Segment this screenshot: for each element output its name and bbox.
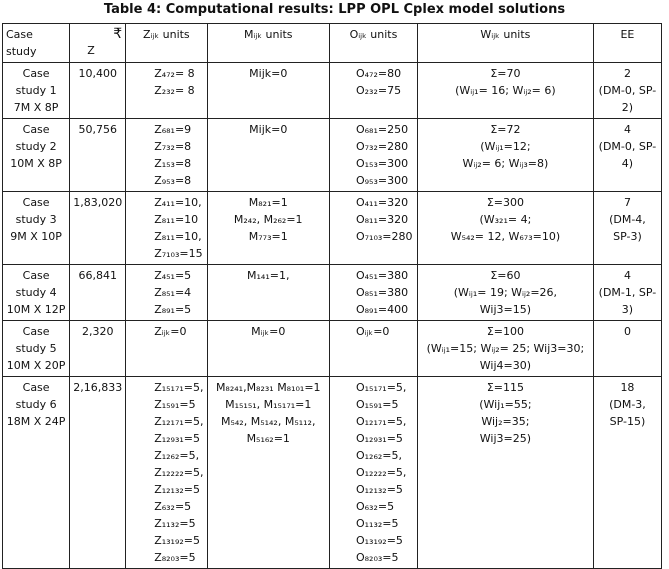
mijk-values-line: M₈₂₄₁,M₈₂₃₁ M₈₁₀₁=1: [215, 381, 321, 394]
wijk-values-line: W₅₄₂= 12, W₆₇₃=10): [450, 230, 561, 243]
ee-values: [593, 63, 661, 119]
wijk-values-line: (Wᵢⱼ₁=12;: [480, 140, 531, 153]
zijk-values-line: Z₄₇₂= 8: [154, 67, 195, 80]
wijk-values-line: Σ=70: [490, 67, 521, 80]
case-study-line: study 5: [15, 342, 57, 355]
zijk-values: [126, 321, 207, 377]
wijk-values: [417, 321, 593, 377]
oijk-values-line: O₁₃₁₉₂=5: [355, 534, 403, 547]
ee-values-line: SP-15): [609, 415, 646, 428]
ee-values: [593, 377, 661, 569]
z-value: 2,16,833: [70, 377, 126, 569]
oijk-values-line: O₁₂₁₇₁=5,: [355, 415, 407, 428]
oijk-values-line: O₆₈₁=250: [355, 123, 409, 136]
oijk-values-line: O₁₂₉₃₁=5: [355, 432, 403, 445]
zijk-values-line: Z₁₂₉₃₁=5: [154, 432, 201, 445]
case-study: [3, 321, 70, 377]
zijk-values-line: Z₁₂₁₇₁=5,: [154, 415, 204, 428]
ee-values-line: 7: [623, 196, 631, 209]
z-value: 1,83,020: [70, 192, 126, 265]
rupee-symbol: ₹: [113, 26, 123, 42]
wijk-values-line: (Wᵢⱼ₁= 16; Wᵢⱼ₂= 6): [455, 84, 556, 97]
wijk-values-line: Wij4=30): [479, 359, 532, 372]
case-study-line: Case: [22, 269, 50, 282]
case-study-line: Case: [22, 67, 50, 80]
zijk-values-line: Z₈₁₁=10,: [154, 230, 202, 243]
z-value: 66,841: [70, 265, 126, 321]
wijk-values-line: Σ=72: [490, 123, 521, 136]
table-row: [3, 377, 662, 569]
ee-values: [593, 119, 661, 192]
header-z: [70, 24, 126, 63]
header-case-study: Case study: [3, 24, 70, 63]
oijk-values-line: O₁₅₃=300: [355, 157, 409, 170]
zijk-values-line: Z₈₉₁=5: [154, 303, 192, 316]
wijk-values-line: Wᵢⱼ₂= 6; Wᵢⱼ₃=8): [462, 157, 549, 170]
zijk-values-line: Z₈₂₀₃=5: [154, 551, 196, 564]
case-study: [3, 119, 70, 192]
wijk-values: [417, 192, 593, 265]
oijk-values-line: O₈₉₁=400: [355, 303, 409, 316]
wijk-values-line: (Wij₁=55;: [479, 398, 532, 411]
oijk-values-line: O₈₅₁=380: [355, 286, 409, 299]
zijk-values-line: Z₇₃₂=8: [154, 140, 192, 153]
table-title: Table 4: Computational results: LPP OPL Cplex model solutions: [103, 2, 566, 17]
oijk-values-line: O₇₃₂=280: [355, 140, 409, 153]
mijk-values: [207, 63, 329, 119]
table-row: [3, 192, 662, 265]
mijk-values: [207, 265, 329, 321]
zijk-values: [126, 192, 207, 265]
wijk-values-line: Wij₂=35;: [481, 415, 530, 428]
wijk-values: [417, 265, 593, 321]
case-study-line: 7M X 8P: [13, 101, 59, 114]
oijk-values-line: O₁₂₂₂₂=5,: [355, 466, 407, 479]
header-wijk: Wᵢⱼₖ units: [417, 24, 593, 63]
table-row: [3, 119, 662, 192]
oijk-values-line: O₄₇₂=80: [355, 67, 402, 80]
mijk-values-line: M₁₄₁=1,: [247, 269, 290, 282]
wijk-values: [417, 377, 593, 569]
mijk-values-line: Mijk=0: [249, 67, 288, 80]
case-study-line: Case: [22, 196, 50, 209]
oijk-values-line: O₈₁₁=320: [355, 213, 409, 226]
case-study-line: Case: [22, 123, 50, 136]
ee-values-line: (DM-0, SP-: [598, 140, 657, 153]
zijk-values-line: Z₁₅₉₁=5: [154, 398, 196, 411]
z-value: 10,400: [70, 63, 126, 119]
ee-values-line: (DM-0, SP-: [598, 84, 657, 97]
ee-values-line: 4: [623, 123, 631, 136]
case-study-line: 10M X 8P: [10, 157, 62, 170]
oijk-values: [329, 377, 417, 569]
ee-values-line: 2): [621, 101, 634, 114]
oijk-values-line: O₇₁₀₃=280: [355, 230, 413, 243]
z-value: 2,320: [70, 321, 126, 377]
wijk-values-line: Wij3=25): [479, 432, 532, 445]
mijk-values: [207, 192, 329, 265]
zijk-values: [126, 265, 207, 321]
zijk-values-line: Z₁₃₁₉₂=5: [154, 534, 201, 547]
zijk-values-line: Z₁₅₁₇₁=5,: [154, 381, 204, 394]
oijk-values-line: Oᵢⱼₖ=0: [355, 325, 390, 338]
mijk-values-line: Mᵢⱼₖ=0: [251, 325, 286, 338]
case-study-line: study 4: [15, 286, 57, 299]
zijk-values-line: Z₆₈₁=9: [154, 123, 192, 136]
mijk-values: [207, 119, 329, 192]
zijk-values-line: Z₉₅₃=8: [154, 174, 192, 187]
case-study: [3, 63, 70, 119]
results-table: [2, 23, 662, 569]
wijk-values-line: (W₃₂₁= 4;: [479, 213, 532, 226]
case-study-line: study 6: [15, 398, 57, 411]
oijk-values: [329, 265, 417, 321]
ee-values-line: 18: [620, 381, 635, 394]
ee-values-line: (DM-4,: [609, 213, 646, 226]
ee-values: [593, 321, 661, 377]
header-zijk: Zᵢⱼₖ units: [126, 24, 207, 63]
mijk-values-line: M₈₂₁=1: [248, 196, 288, 209]
case-study-line: Case: [22, 325, 50, 338]
oijk-values-line: O₉₅₃=300: [355, 174, 409, 187]
oijk-values-line: O₁₅₉₁=5: [355, 398, 399, 411]
case-study: [3, 192, 70, 265]
wijk-values-line: (Wᵢⱼ₁=15; Wᵢⱼ₂= 25; Wij3=30;: [426, 342, 585, 355]
mijk-values-line: M₇₇₃=1: [248, 230, 288, 243]
zijk-values-line: Z₁₅₃=8: [154, 157, 192, 170]
zijk-values-line: Z₆₃₂=5: [154, 500, 192, 513]
zijk-values-line: Z₄₅₁=5: [154, 269, 192, 282]
header-z-label: Z: [87, 44, 95, 57]
ee-values-line: 3): [621, 303, 634, 316]
oijk-values: [329, 321, 417, 377]
oijk-values-line: O₄₁₁=320: [355, 196, 409, 209]
ee-values-line: 4: [623, 269, 631, 282]
zijk-values-line: Z₈₅₁=4: [154, 286, 192, 299]
table-row: [3, 63, 662, 119]
wijk-values-line: Σ=300: [486, 196, 524, 209]
z-value: 50,756: [70, 119, 126, 192]
mijk-values-line: Mijk=0: [249, 123, 288, 136]
zijk-values-line: Z₁₁₃₂=5: [154, 517, 196, 530]
oijk-values-line: O₁₅₁₇₁=5,: [355, 381, 407, 394]
ee-values: [593, 265, 661, 321]
case-study-line: study 1: [15, 84, 57, 97]
header-mijk: Mᵢⱼₖ units: [207, 24, 329, 63]
oijk-values: [329, 63, 417, 119]
oijk-values: [329, 192, 417, 265]
wijk-values-line: Σ=100: [486, 325, 524, 338]
ee-values-line: 4): [621, 157, 634, 170]
ee-values-line: 0: [623, 325, 631, 338]
wijk-values: [417, 119, 593, 192]
header-row: [3, 24, 662, 63]
zijk-values-line: Z₈₁₁=10: [154, 213, 199, 226]
case-study-line: 10M X 12P: [6, 303, 66, 316]
zijk-values-line: Z₇₁₀₃=15: [154, 247, 203, 260]
oijk-values-line: O₄₅₁=380: [355, 269, 409, 282]
case-study-line: study 3: [15, 213, 57, 226]
case-study: [3, 265, 70, 321]
oijk-values-line: O₂₃₂=75: [355, 84, 402, 97]
zijk-values: [126, 119, 207, 192]
zijk-values-line: Z₁₂₁₃₂=5: [154, 483, 201, 496]
ee-values-line: (DM-3,: [609, 398, 646, 411]
mijk-values: [207, 321, 329, 377]
oijk-values-line: O₁₂₁₃₂=5: [355, 483, 403, 496]
case-study-line: 10M X 20P: [6, 359, 66, 372]
ee-values: [593, 192, 661, 265]
mijk-values-line: M₂₄₂, M₂₆₂=1: [233, 213, 303, 226]
mijk-values-line: M₅₁₆₂=1: [246, 432, 290, 445]
oijk-values-line: O₁₁₃₂=5: [355, 517, 399, 530]
case-study-line: 18M X 24P: [6, 415, 66, 428]
case-study-line: 9M X 10P: [10, 230, 62, 243]
table-row: [3, 321, 662, 377]
case-study-line: Case: [22, 381, 50, 394]
zijk-values-line: Z₁₂₆₂=5,: [154, 449, 200, 462]
oijk-values-line: O₆₃₂=5: [355, 500, 395, 513]
zijk-values-line: Z₄₁₁=10,: [154, 196, 202, 209]
oijk-values-line: O₁₂₆₂=5,: [355, 449, 402, 462]
wijk-values-line: Σ=60: [490, 269, 521, 282]
header-oijk: Oᵢⱼₖ units: [329, 24, 417, 63]
case-study: [3, 377, 70, 569]
ee-values-line: 2: [623, 67, 631, 80]
zijk-values-line: Z₁₂₂₂₂=5,: [154, 466, 204, 479]
zijk-values-line: Z₂₃₂= 8: [154, 84, 195, 97]
wijk-values-line: (Wᵢⱼ₁= 19; Wᵢⱼ₂=26,: [453, 286, 558, 299]
zijk-values: [126, 377, 207, 569]
wijk-values: [417, 63, 593, 119]
mijk-values-line: M₅₄₂, M₅₁₄₂, M₅₁₁₂,: [221, 415, 316, 428]
table-row: [3, 265, 662, 321]
case-study-line: study 2: [15, 140, 57, 153]
wijk-values-line: Σ=115: [486, 381, 524, 394]
oijk-values-line: O₈₂₀₃=5: [355, 551, 399, 564]
zijk-values: [126, 63, 207, 119]
header-ee: EE: [593, 24, 661, 63]
ee-values-line: (DM-1, SP-: [598, 286, 657, 299]
ee-values-line: SP-3): [613, 230, 642, 243]
wijk-values-line: Wij3=15): [479, 303, 532, 316]
mijk-values: [207, 377, 329, 569]
zijk-values-line: Zᵢⱼₖ=0: [154, 325, 187, 338]
oijk-values: [329, 119, 417, 192]
mijk-values-line: M₁₅₁₅₁, M₁₅₁₇₁=1: [225, 398, 312, 411]
